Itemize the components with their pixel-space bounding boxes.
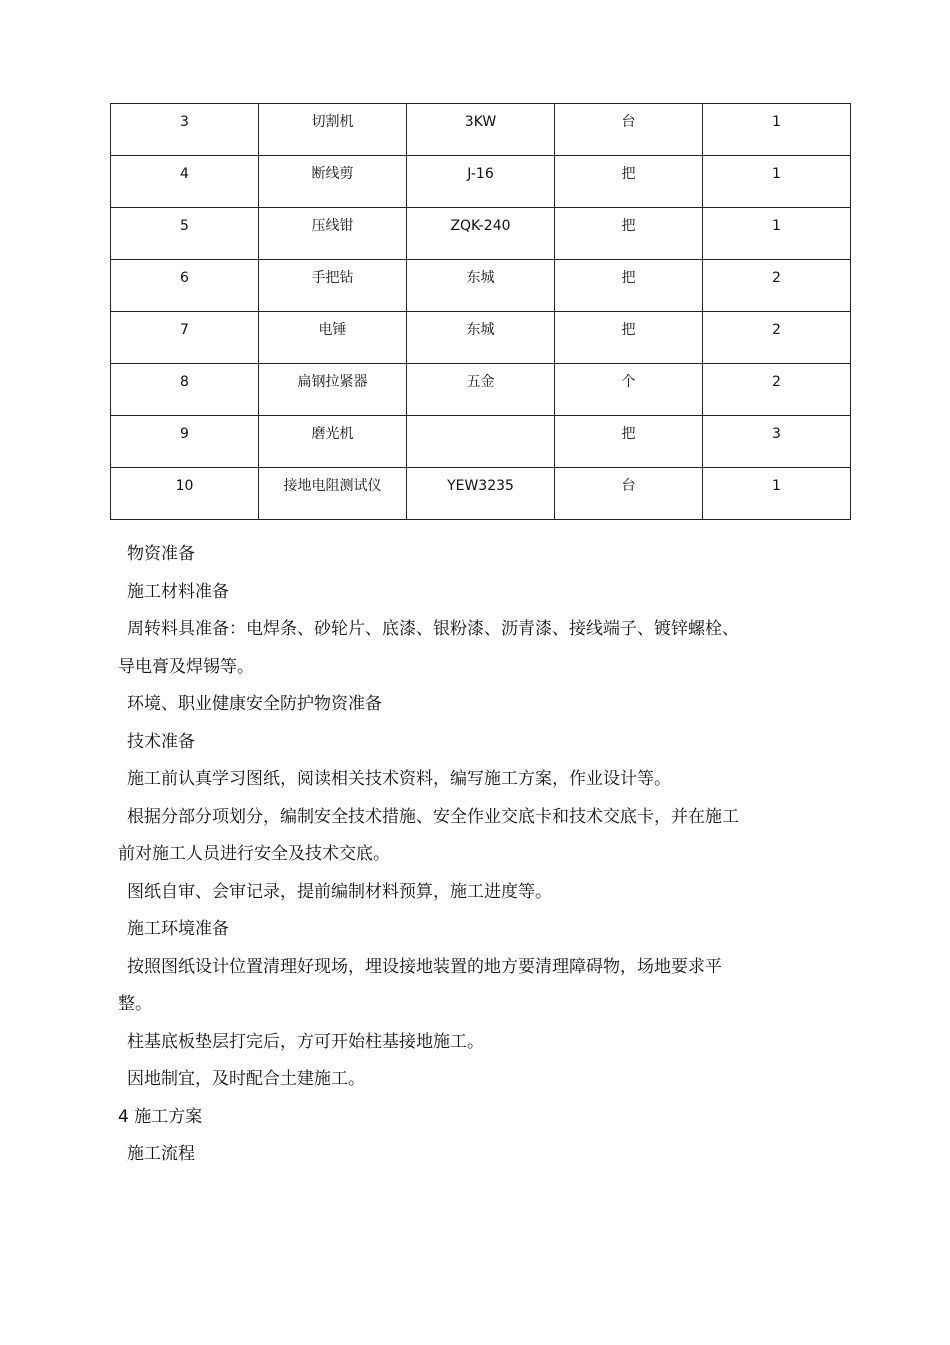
table-cell: 切割机 (259, 104, 407, 156)
table-cell: 台 (555, 468, 703, 520)
heading-construction-material: 施工材料准备 (127, 581, 229, 602)
section-heading-construction-plan: 4 施工方案 (118, 1106, 203, 1127)
paragraph-coordinate: 因地制宜，及时配合土建施工。 (127, 1069, 365, 1089)
paragraph-turnover-tools-2: 导电膏及焊锡等。 (118, 656, 254, 677)
table-cell: 手把钻 (259, 260, 407, 312)
table-cell: 6 (111, 260, 259, 312)
table-cell: 7 (111, 312, 259, 364)
table-cell: 台 (555, 104, 703, 156)
table-cell: ZQK-240 (407, 208, 555, 260)
heading-construction-flow: 施工流程 (127, 1144, 195, 1164)
table-row (111, 104, 851, 156)
table-cell: 3KW (407, 104, 555, 156)
table-cell: 5 (111, 208, 259, 260)
table-row (111, 416, 851, 468)
heading-site-prep: 施工环境准备 (127, 919, 229, 939)
table-cell: 8 (111, 364, 259, 416)
paragraph-turnover-tools-1: 周转料具准备：电焊条、砂轮片、底漆、银粉漆、沥青漆、接线端子、镀锌螺栓、 (127, 619, 739, 639)
paragraph-drawing-review: 图纸自审、会审记录，提前编制材料预算，施工进度等。 (127, 881, 552, 902)
table-cell: 个 (555, 364, 703, 416)
table-row (111, 364, 851, 416)
equipment-table-body (111, 104, 851, 520)
table-cell: 断线剪 (259, 156, 407, 208)
paragraph-site-clearing-1: 按照图纸设计位置清理好现场，埋设接地装置的地方要清理障碍物，场地要求平 (127, 956, 722, 977)
table-row (111, 468, 851, 520)
table-cell: 2 (703, 260, 851, 312)
table-cell: 2 (703, 364, 851, 416)
equipment-table (110, 103, 851, 520)
table-row (111, 156, 851, 208)
table-cell: 1 (703, 208, 851, 260)
table-cell: 3 (111, 104, 259, 156)
paragraph-site-clearing-2: 整。 (118, 994, 152, 1014)
table-cell: 接地电阻测试仪 (259, 468, 407, 520)
table-cell: 3 (703, 416, 851, 468)
table-cell: 9 (111, 416, 259, 468)
table-cell: YEW3235 (407, 468, 555, 520)
table-cell: 电锤 (259, 312, 407, 364)
table-row (111, 208, 851, 260)
table-cell: 把 (555, 312, 703, 364)
table-cell: 磨光机 (259, 416, 407, 468)
table-cell (407, 416, 555, 468)
table-row (111, 312, 851, 364)
paragraph-study-drawings: 施工前认真学习图纸，阅读相关技术资料，编写施工方案，作业设计等。 (127, 769, 671, 789)
table-cell: 1 (703, 468, 851, 520)
table-cell: 把 (555, 208, 703, 260)
paragraph-safety-measures-1: 根据分部分项划分，编制安全技术措施、安全作业交底卡和技术交底卡，并在施工 (127, 806, 739, 827)
table-row (111, 260, 851, 312)
table-cell: 1 (703, 156, 851, 208)
table-cell: 1 (703, 104, 851, 156)
table-cell: 2 (703, 312, 851, 364)
table-cell: 压线钳 (259, 208, 407, 260)
table-cell: 把 (555, 260, 703, 312)
paragraph-foundation: 柱基底板垫层打完后，方可开始柱基接地施工。 (127, 1031, 484, 1052)
table-cell: 4 (111, 156, 259, 208)
table-cell: J-16 (407, 156, 555, 208)
table-cell: 10 (111, 468, 259, 520)
document-body (118, 536, 798, 1174)
table-cell: 五金 (407, 364, 555, 416)
table-cell: 东城 (407, 312, 555, 364)
table-cell: 扁钢拉紧器 (259, 364, 407, 416)
heading-safety-supplies: 环境、职业健康安全防护物资准备 (127, 694, 382, 714)
table-cell: 把 (555, 416, 703, 468)
paragraph-safety-measures-2: 前对施工人员进行安全及技术交底。 (118, 844, 390, 864)
heading-material-prep: 物资准备 (127, 544, 195, 564)
table-cell: 把 (555, 156, 703, 208)
heading-technical-prep: 技术准备 (127, 731, 195, 752)
table-cell: 东城 (407, 260, 555, 312)
